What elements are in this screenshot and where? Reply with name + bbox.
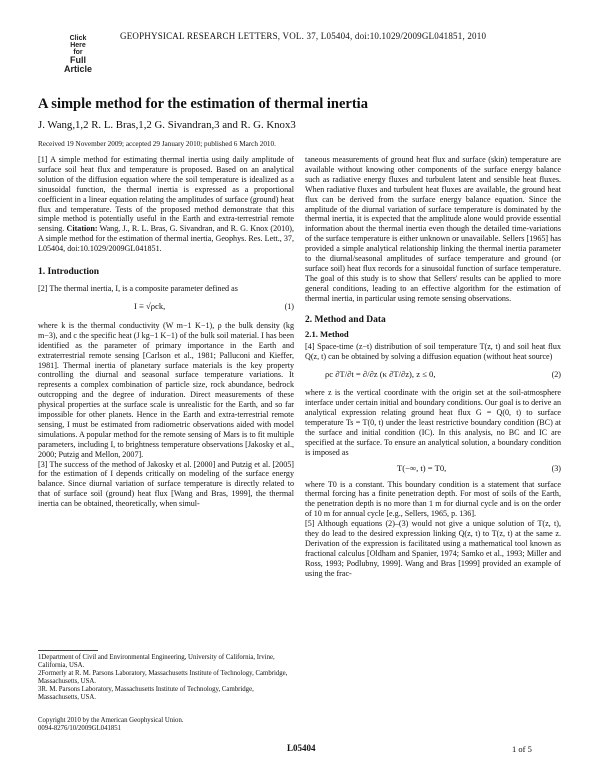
abstract-marker: [1] bbox=[38, 155, 48, 164]
received-dates: Received 19 November 2009; accepted 29 January 2010; published 6 March 2010. bbox=[38, 140, 276, 148]
intro-paragraph-3: [3] The success of the method of Jakosky et al. [2000] and Putzig et al. [2005] for the estimation of I depends critically on modeling of the surface energy balance. Since diurnal variation of surface temperature is directly related to that of surface soil (ground) heat flux [Wang and Bras, 1999], the thermal inertia can be obtained, theoretically, when simul- bbox=[38, 459, 294, 509]
equation-3-number: (3) bbox=[551, 463, 561, 473]
equation-2 bbox=[305, 364, 561, 386]
abstract bbox=[38, 155, 294, 254]
footnote-1: 1Department of Civil and Environmental Engineering, University of California, Irvine, California, USA. bbox=[38, 654, 275, 669]
article-folio: L05404 bbox=[287, 743, 316, 753]
right-paragraph-continued: taneous measurements of ground heat flux and surface (skin) temperature are available without knowing other components of the surface energy balance such as radiative energy fluxes and turbulent latent and sensible heat fluxes. When radiative fluxes and turbulent heat fluxes are available, the ground heat flux can be derived from the surface energy balance equation. Since the amplitude of the diurnal variation of surface temperature is dominated by the thermal inertia, it is expected that the amplitude alone would provide essential information about the thermal inertia even though the detailed time-variations of the surface temperature is either unknown or unavailable. Sellers [1965] has provided a simple analytical relationship linking the thermal inertia parameter to the diurnal/seasonal amplitudes of surface temperature and ground (or surface soil) heat flux records for a sinusoidal function of surface temperature. The goal of this study is to show that Sellers' results can be applied to more general conditions, leading to an effective algorithm for the estimation of thermal inertia, in particular using remote sensing observations. bbox=[305, 155, 561, 303]
equation-1 bbox=[38, 297, 294, 317]
abstract-text: A simple method for estimating thermal inertia using daily amplitude of surface soil heat flux and temperature is proposed. Based on an analytical solution of the diffusion equation where the soil temperature is idealized as a sinusoidal function, the thermal inertia is expressed as a proportional coefficient in a linear equation relating the amplitudes of surface (ground) heat flux and temperature. Tests of the proposed method demonstrate that this simple method is potentially useful in the Earth and extra-terrestrial remote sensing. bbox=[38, 155, 295, 234]
footnote-2: 2Formerly at R. M. Parsons Laboratory, Massachusetts Institute of Technology, Cambridge, Massachusetts, USA. bbox=[38, 670, 288, 685]
left-column bbox=[38, 155, 294, 509]
badge-line-click: Click bbox=[69, 35, 87, 42]
method-paragraph-4: [4] Space-time (z−t) distribution of soil temperature T(z, t) and soil heat flux Q(z, t) can be obtained by solving a diffusion equation (without heat source) bbox=[305, 342, 561, 362]
equation-3 bbox=[305, 460, 561, 478]
author-list: J. Wang,1,2 R. L. Bras,1,2 G. Sivandran,3 and R. G. Knox3 bbox=[38, 119, 296, 131]
badge-line-for: for bbox=[73, 49, 83, 56]
article-title: A simple method for the estimation of thermal inertia bbox=[38, 96, 368, 112]
intro-paragraph-2b: where k is the thermal conductivity (W m−1 K−1), ρ the bulk density (kg m−3), and c the specific heat (J kg−1 K−1) of the bulk soil material. I has been identified as the parameter of primary importance in the Earth and extraterrestrial remote sensing [Carlson et al., 1981; Palluconi and Kieffer, 1981]. Thermal inertia of planetary surface materials is the key property controlling the diurnal and seasonal surface temperature variations. It represents a complex combination of particle size, rock abundance, bedrock outcropping and the degree of induration. Direct measurements of these physical properties at the surface scale is unrealistic for the Earth, and so far impossible for other planets. Hence in the Earth and extra-terrestrial remote sensing, I must be estimated from radiometric observations aided with model simulations. A popular method for the remote sensing of Mars is to fit multiple parameters, including I, to brightness temperature observations [Jakosky et al., 2000; Putzig and Mellon, 2007]. bbox=[38, 320, 294, 459]
method-paragraph-5: [5] Although equations (2)–(3) would not give a unique solution of T(z, t), they do lead to the desired expression linking Q(z, t) to T(z, t) at the same z. Derivation of the expression is facilitated using a mathematical tool known as fractional calculus [Oldham and Spanier, 1974; Samko et al., 1993; Miller and Ross, 1993; Podlubny, 1999]. Wang and Bras [1999] provided an example of using the frac- bbox=[305, 519, 561, 578]
citation-label: Citation: bbox=[66, 224, 98, 234]
equation-3-body: T(−∞, t) = T0, bbox=[397, 462, 447, 473]
full-article-link[interactable] bbox=[58, 35, 98, 77]
badge-line-article: Article bbox=[63, 64, 92, 74]
intro-paragraph-2a: [2] The thermal inertia, I, is a composite parameter defined as bbox=[38, 283, 238, 293]
page-number: 1 of 5 bbox=[512, 744, 532, 754]
badge-line-here: Here bbox=[70, 42, 86, 49]
right-column bbox=[305, 155, 561, 579]
footnote-3: 3R. M. Parsons Laboratory, Massachusetts Institute of Technology, Cambridge, Massachusetts, USA. bbox=[38, 686, 254, 701]
equation-2-body: ρc ∂T/∂t = ∂/∂z (κ ∂T/∂z), z ≤ 0, bbox=[325, 369, 436, 380]
badge-line-full: Full bbox=[70, 55, 86, 65]
journal-header: GEOPHYSICAL RESEARCH LETTERS, VOL. 37, L05404, doi:10.1029/2009GL041851, 2010 bbox=[120, 31, 487, 41]
copyright-line: Copyright 2010 by the American Geophysical Union. bbox=[38, 717, 184, 724]
issn-line: 0094-8276/10/2009GL041851 bbox=[38, 725, 122, 732]
copyright-notice bbox=[38, 717, 184, 733]
citation-text: Wang, J., R. L. Bras, G. Sivandran, and R. G. Knox (2010), A simple method for the estimation of thermal inertia, Geophys. Res. Lett., 37, L05404, doi:10.1029/2009GL041851. bbox=[38, 224, 294, 254]
footnotes bbox=[38, 654, 294, 702]
footnote-rule bbox=[38, 650, 98, 651]
section-heading-introduction: 1. Introduction bbox=[38, 267, 100, 278]
method-paragraph-4c: where T0 is a constant. This boundary condition is a statement that surface thermal forcing has a finite penetration depth. For most of soils of the Earth, the penetration depth is no more than 1 m for diurnal cycle and is on the order of 10 m for annual cycle [e.g., Sellers, 1965, p. 136]. bbox=[305, 479, 561, 519]
section-heading-method-data: 2. Method and Data bbox=[305, 314, 386, 325]
equation-2-number: (2) bbox=[551, 370, 561, 380]
method-paragraph-4b: where z is the vertical coordinate with the origin set at the soil-atmosphere interface under certain initial and boundary conditions. Our goal is to derive an analytical expression relating ground heat flux G = Q(0, t) to surface temperature Ts = T(0, t) under the least restrictive boundary condition (BC) at the surface and initial condition (IC). In this analysis, no BC and IC are specified at the surface. To ensure an analytical solution, a boundary condition is imposed as bbox=[305, 388, 561, 457]
subsection-heading-method: 2.1. Method bbox=[305, 328, 349, 339]
equation-1-number: (1) bbox=[284, 301, 294, 311]
equation-1-body: I ≡ √ρck, bbox=[134, 300, 166, 311]
